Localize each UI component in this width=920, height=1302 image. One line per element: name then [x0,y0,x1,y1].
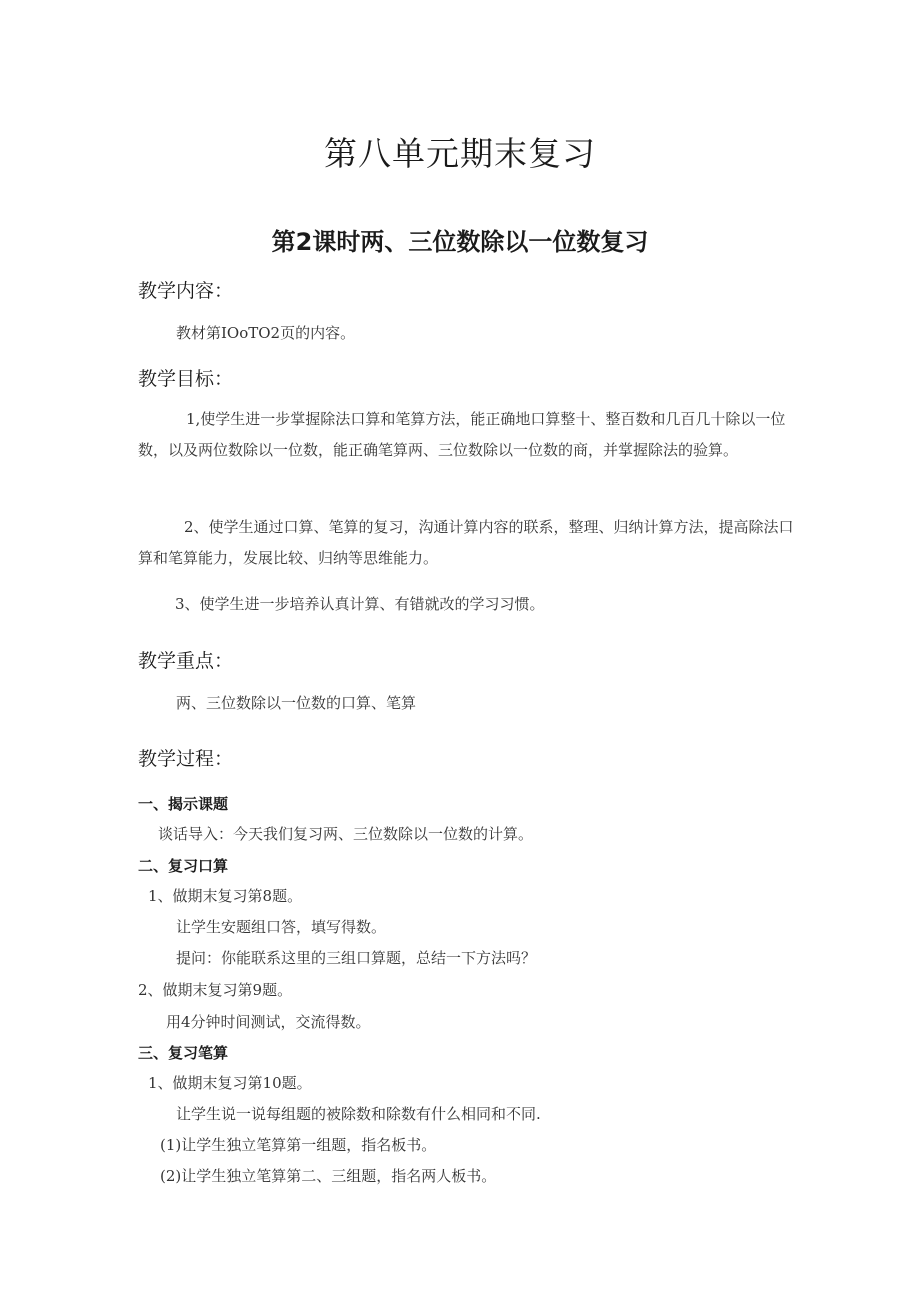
list-item: (2)让学生独立笔算第二、三组题，指名两人板书。 [160,1167,497,1185]
key-point-heading: 教学重点： [138,650,234,672]
section-2-title: 二、复习口算 [138,857,229,875]
list-item: 2、做期末复习第9题。 [138,981,293,999]
list-item: 1、做期末复习第8题。 [148,887,303,905]
lesson-subtitle: 第2课时两、三位数除以一位数复习 [271,228,649,256]
section-1-text: 谈话导入：今天我们复习两、三位数除以一位数的计算。 [158,825,534,843]
goal-item-1: 1,使学生进一步掌握除法口算和笔算方法，能正确地口算整十、整百数和几百几十除以一位数，以及两位数除以一位数，能正确笔算两、三位数除以一位数的商，并掌握除法的验算。 [138,410,786,459]
goals-heading: 教学目标： [138,368,234,390]
list-item: (1)让学生独立笔算第一组题，指名板书。 [160,1136,437,1154]
section-1-title: 一、揭示课题 [138,795,229,813]
content-text: 教材第IOoTO2页的内容。 [176,324,356,342]
list-item: 提问：你能联系这里的三组口算题，总结一下方法吗？ [176,949,537,967]
list-item: 用4分钟时间测试，交流得数。 [166,1013,371,1031]
content-heading: 教学内容： [138,280,234,302]
key-point-text: 两、三位数除以一位数的口算、笔算 [176,694,417,712]
list-item: 让学生安题组口答，填写得数。 [176,918,387,936]
page-title: 第八单元期末复习 [324,134,596,173]
list-item: 1、做期末复习第10题。 [148,1074,312,1092]
goal-item-2: 2、使学生通过口算、笔算的复习，沟通计算内容的联系，整理、归纳计算方法，提高除法口算和笔算能力，发展比较、归纳等思维能力。 [138,518,794,567]
list-item: 让学生说一说每组题的被除数和除数有什么相同和不同. [176,1105,541,1123]
section-3-title: 三、复习笔算 [138,1044,229,1062]
process-heading: 教学过程： [138,748,234,770]
goal-item-3: 3、使学生进一步培养认真计算、有错就改的学习习惯。 [175,595,545,613]
